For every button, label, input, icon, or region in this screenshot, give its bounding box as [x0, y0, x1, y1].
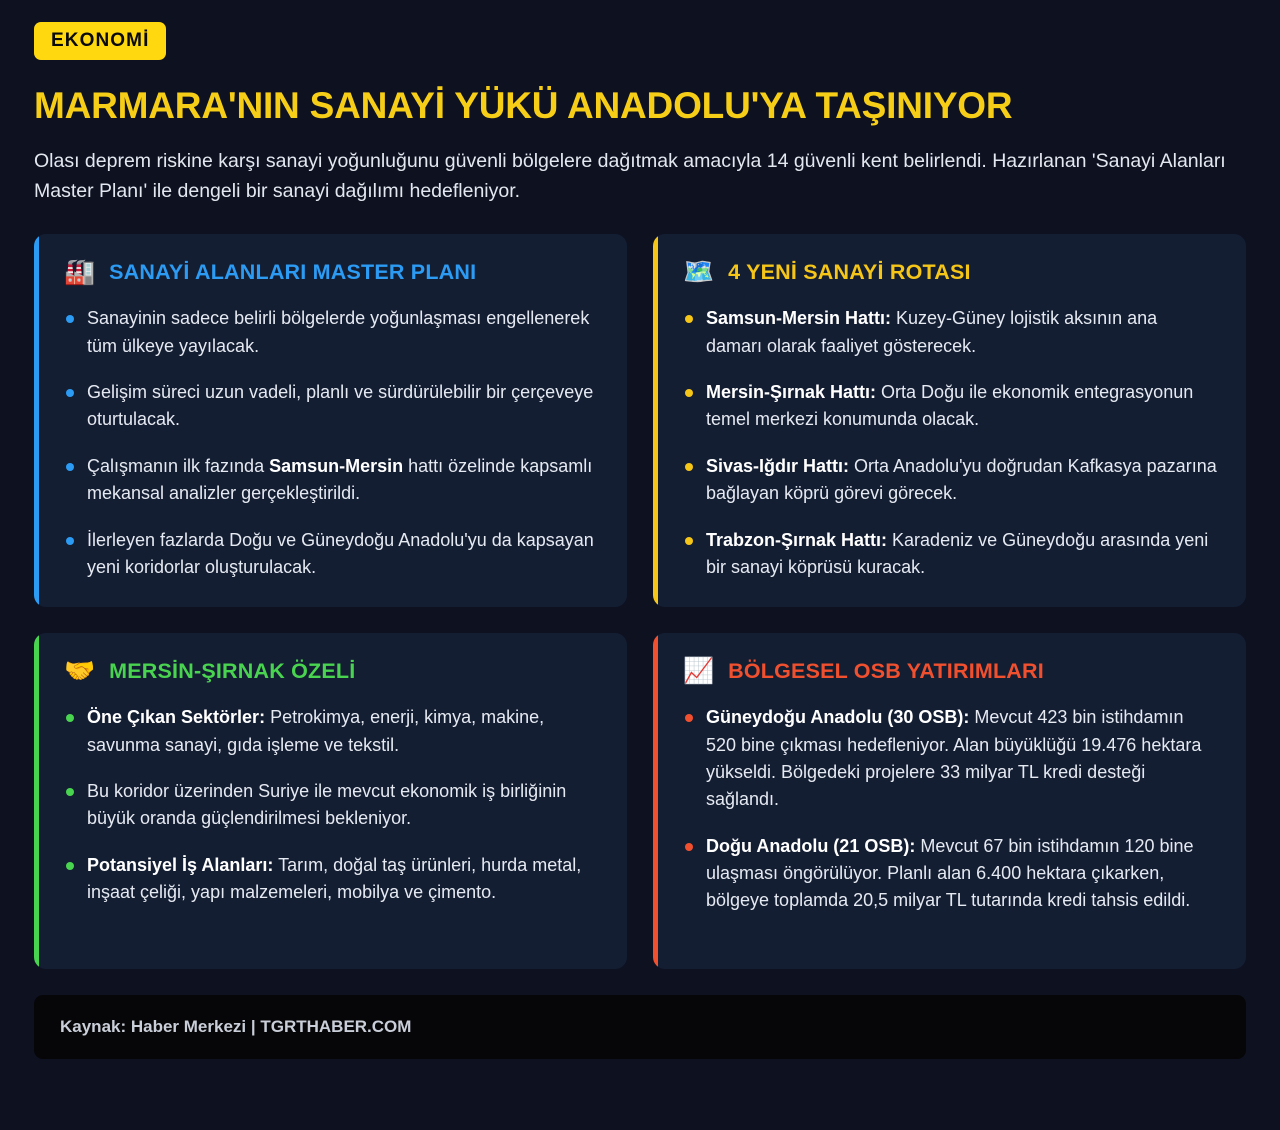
- cards-grid: [34, 234, 1246, 969]
- bullet-lead: Sivas-Iğdır Hattı:: [706, 455, 850, 476]
- bullet-list: [64, 305, 599, 581]
- card-bolgesel-osb-yatirimlari: [653, 633, 1246, 969]
- card-header: [683, 260, 1218, 285]
- map-icon: 🗺️: [683, 258, 715, 287]
- bullet-item: [683, 527, 1218, 582]
- card-header: [683, 659, 1218, 684]
- card-sanayi-alanlari-master-plani: [34, 234, 627, 607]
- bullet-item: [64, 453, 599, 508]
- bullet-text: Sivas-Iğdır Hattı: Orta Anadolu'yu doğrudan Kafkasya pazarına bağlayan köprü görevi görecek.: [706, 455, 1217, 504]
- bullet-lead: Potansiyel İş Alanları:: [87, 854, 274, 875]
- card-accent-bar: [34, 633, 39, 969]
- card-mersin-sirnak-ozeli: [34, 633, 627, 969]
- source-credit: Kaynak: Haber Merkezi | TGRTHABER.COM: [60, 1017, 412, 1037]
- card-header: [64, 260, 599, 285]
- card-4-yeni-sanayi-rotasi: [653, 234, 1246, 607]
- header: [34, 22, 1246, 206]
- bullet-lead: Güneydoğu Anadolu (30 OSB):: [706, 707, 970, 728]
- bullet-list: [683, 305, 1218, 581]
- bullet-text: İlerleyen fazlarda Doğu ve Güneydoğu Anadolu'yu da kapsayan yeni koridorlar oluşturulacak.: [87, 529, 594, 577]
- card-title: MERSİN-ŞIRNAK ÖZELİ: [109, 658, 356, 683]
- bullet-item: [683, 704, 1218, 813]
- bullet-text: Mersin-Şırnak Hattı: Orta Doğu ile ekonomik entegrasyonun temel merkezi konumunda olacak.: [706, 382, 1194, 430]
- bullet-emphasis: Samsun-Mersin: [269, 455, 404, 476]
- category-badge: EKONOMİ: [34, 22, 166, 60]
- bullet-text: Sanayinin sadece belirli bölgelerde yoğunlaşması engellenerek tüm ülkeye yayılacak.: [87, 308, 590, 356]
- card-header: [64, 659, 599, 684]
- bullet-item: [683, 833, 1218, 915]
- bullet-text: Bu koridor üzerinden Suriye ile mevcut ekonomik iş birliğinin büyük oranda güçlendirilmesi bekleniyor.: [87, 780, 567, 829]
- bullet-text: Öne Çıkan Sektörler: Petrokimya, enerji, kimya, makine, savunma sanayi, gıda işleme ve tekstil.: [87, 707, 545, 755]
- bullet-text: Güneydoğu Anadolu (30 OSB): Mevcut 423 bin istihdamın 520 bine çıkması hedefleniyor. Alan büyüklüğü 19.476 hektara yükseldi. Bölgedeki projelere 33 milyar TL kredi desteği sağlandı.: [706, 707, 1202, 810]
- footer-bar: [34, 995, 1246, 1059]
- card-accent-bar: [653, 633, 658, 969]
- bullet-item: [683, 453, 1218, 508]
- standfirst-paragraph: Olası deprem riskine karşı sanayi yoğunluğunu güvenli bölgelere dağıtmak amacıyla 14 güvenli kent belirlendi. Hazırlanan 'Sanayi Alanları Master Planı' ile dengeli bir sanayi dağılımı hedefleniyor.: [34, 149, 1226, 203]
- bullet-item: [64, 704, 599, 759]
- bullet-text: Trabzon-Şırnak Hattı: Karadeniz ve Güneydoğu arasında yeni bir sanayi köprüsü kuracak.: [706, 529, 1209, 577]
- bullet-item: [64, 527, 599, 582]
- bullet-list: [683, 704, 1218, 915]
- bullet-text: Gelişim süreci uzun vadeli, planlı ve sürdürülebilir bir çerçeveye oturtulacak.: [87, 382, 594, 430]
- bullet-lead: Öne Çıkan Sektörler:: [87, 707, 266, 728]
- page-title: MARMARA'NIN SANAYİ YÜKÜ ANADOLU'YA TAŞINIYOR: [34, 85, 1013, 126]
- bullet-item: [683, 379, 1218, 434]
- card-title: BÖLGESEL OSB YATIRIMLARI: [728, 658, 1044, 683]
- bullet-item: [64, 379, 599, 434]
- bullet-text: Samsun-Mersin Hattı: Kuzey-Güney lojistik aksının ana damarı olarak faaliyet gösterecek.: [706, 308, 1158, 356]
- card-accent-bar: [34, 234, 39, 607]
- handshake-icon: 🤝: [64, 657, 96, 686]
- bullet-item: [64, 305, 599, 360]
- bullet-item: [64, 778, 599, 833]
- bullet-lead: Doğu Anadolu (21 OSB):: [706, 835, 916, 856]
- bullet-lead: Trabzon-Şırnak Hattı:: [706, 529, 888, 550]
- card-title: 4 YENİ SANAYİ ROTASI: [728, 260, 971, 285]
- bullet-lead: Samsun-Mersin Hattı:: [706, 308, 892, 329]
- card-title: SANAYİ ALANLARI MASTER PLANI: [109, 260, 477, 285]
- bullet-text: Doğu Anadolu (21 OSB): Mevcut 67 bin istihdamın 120 bine ulaşması öngörülüyor. Planlı alan 6.400 hektara çıkarken, bölgeye toplamda 20,5 milyar TL tutarında kredi tahsis edildi.: [706, 835, 1194, 911]
- card-accent-bar: [653, 234, 658, 607]
- bullet-list: [64, 704, 599, 906]
- bullet-lead: Mersin-Şırnak Hattı:: [706, 382, 877, 403]
- bullet-item: [683, 305, 1218, 360]
- bullet-item: [64, 852, 599, 907]
- chart-increasing-icon: 📈: [683, 657, 715, 686]
- bullet-text: Çalışmanın ilk fazında Samsun-Mersin hattı özelinde kapsamlı mekansal analizler gerçekleştirildi.: [87, 455, 593, 504]
- bullet-text: Potansiyel İş Alanları: Tarım, doğal taş ürünleri, hurda metal, inşaat çeliği, yapı malzemeleri, mobilya ve çimento.: [87, 854, 582, 903]
- factory-icon: 🏭: [64, 258, 96, 287]
